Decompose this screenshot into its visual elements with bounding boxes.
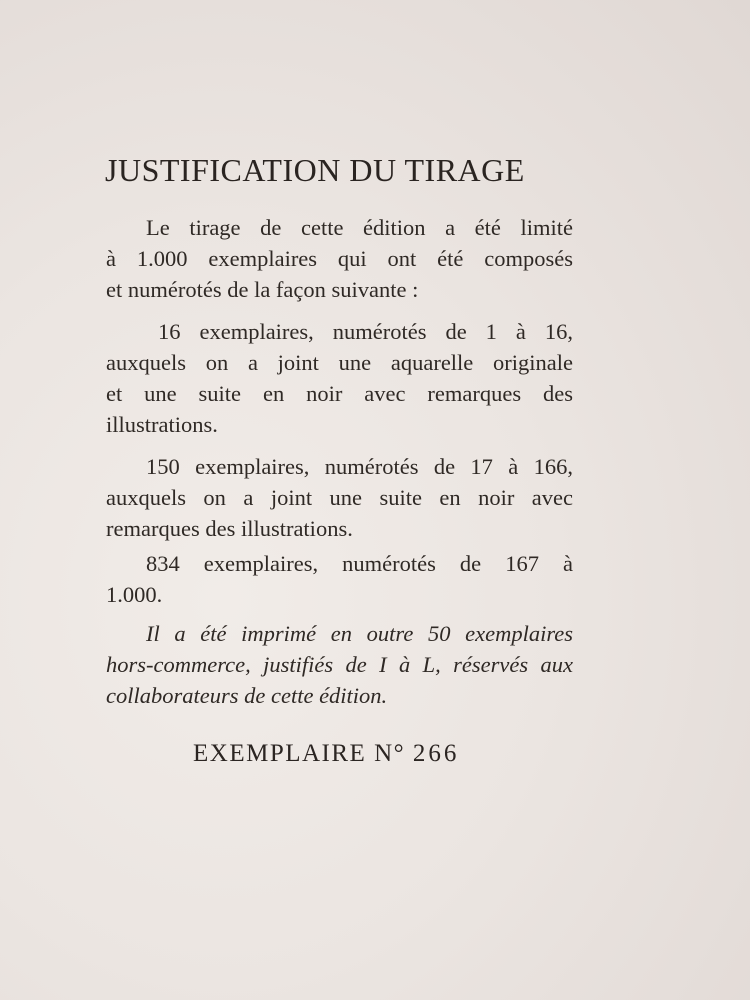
text-line: illustrations. — [106, 412, 218, 437]
copy-number-value: 266 — [412, 740, 460, 767]
copy-number-label: EXEMPLAIRE N° — [193, 740, 406, 767]
edition-150-paragraph — [106, 451, 573, 544]
text-line: 834 exemplaires, numérotés de 167 à — [146, 551, 573, 576]
text-line: auxquels on a joint une suite en noir avec — [106, 485, 573, 510]
text-line: remarques des illustrations. — [106, 516, 353, 541]
hors-commerce-paragraph — [106, 618, 573, 711]
page-title: JUSTIFICATION DU TIRAGE — [105, 152, 525, 188]
edition-834-paragraph — [106, 548, 573, 610]
text-line: hors-commerce, justifiés de I à L, réservés aux — [106, 652, 573, 677]
text-line: Il a été imprimé en outre 50 exemplaires — [146, 621, 573, 646]
text-line: Le tirage de cette édition a été limité — [146, 215, 573, 240]
text-line: collaborateurs de cette édition. — [106, 683, 388, 708]
text-line: 150 exemplaires, numérotés de 17 à 166, — [146, 454, 573, 479]
text-line: auxquels on a joint une aquarelle originale — [106, 350, 573, 375]
copy-number-line — [193, 740, 459, 768]
text-line: à 1.000 exemplaires qui ont été composés — [106, 246, 573, 271]
text-line: 1.000. — [106, 582, 163, 607]
intro-paragraph — [106, 212, 573, 305]
edition-16-paragraph — [106, 316, 573, 440]
text-line: et une suite en noir avec remarques des — [106, 381, 573, 406]
text-line: 16 exemplaires, numérotés de 1 à 16, — [158, 319, 573, 344]
text-line: et numérotés de la façon suivante : — [106, 277, 419, 302]
